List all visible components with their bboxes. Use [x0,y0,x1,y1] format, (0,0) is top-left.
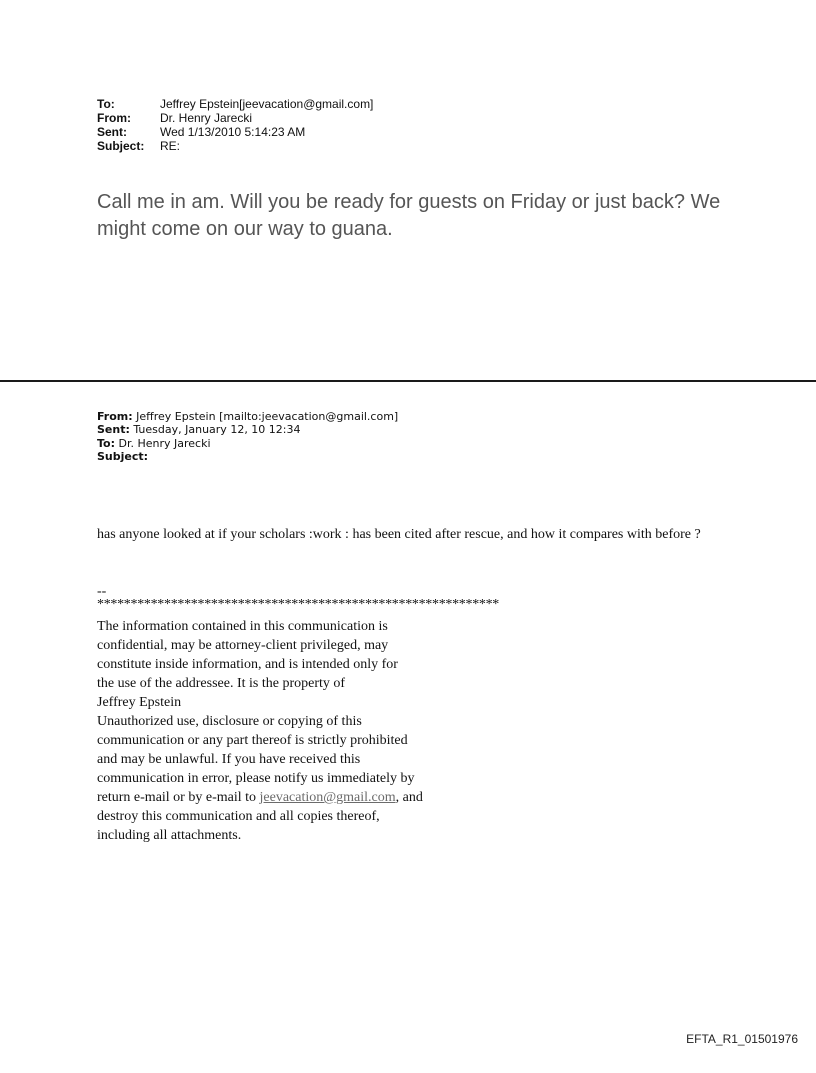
orig-from-label: From: [97,410,133,423]
sent-row [97,125,373,139]
return-suffix: , and [395,790,423,805]
original-body: has anyone looked at if your scholars :work : has been cited after rescue, and how it compares with before ? [97,527,701,542]
to-value: Jeffrey Epstein[jeevacation@gmail.com] [160,97,374,111]
from-row [97,111,373,125]
subject-value: RE: [160,139,181,153]
reply-header [97,97,373,153]
disclaimer [97,617,517,845]
signature-dash: -- [97,584,107,599]
orig-from-value: Jeffrey Epstein [mailto:jeevacation@gmail.com] [136,410,399,423]
disclaimer-line: The information contained in this communication is [97,619,388,634]
disclaimer-line: destroy this communication and all copies thereof, [97,809,380,824]
from-label: From: [97,111,131,125]
document-id: EFTA_R1_01501976 [686,1032,798,1046]
orig-subject-label: Subject: [97,450,149,464]
orig-to-row [97,437,398,450]
disclaimer-line: the use of the addressee. It is the property of [97,676,346,691]
email-link[interactable]: jeevacation@gmail.com [259,790,396,805]
to-row [97,97,373,111]
subject-label: Subject: [97,139,145,153]
sent-label: Sent: [97,125,127,139]
original-header [97,410,398,464]
reply-body: Call me in am. Will you be ready for guests on Friday or just back? We might come on our way to guana. [97,191,721,240]
from-value: Dr. Henry Jarecki [160,111,253,125]
orig-to-value: Dr. Henry Jarecki [118,436,211,450]
disclaimer-line: including all attachments. [97,828,242,843]
to-label: To: [97,97,115,111]
signature-stars: ************************************************************ [97,597,500,612]
sent-value: Wed 1/13/2010 5:14:23 AM [160,125,306,139]
orig-subject-row [97,450,398,463]
disclaimer-return-line [97,788,517,807]
disclaimer-line: communication in error, please notify us immediately by [97,771,415,786]
disclaimer-line: Jeffrey Epstein [97,695,182,710]
disclaimer-line: and may be unlawful. If you have received this [97,752,361,767]
disclaimer-line: communication or any part thereof is strictly prohibited [97,733,408,748]
orig-from-row [97,410,398,423]
orig-sent-row [97,423,398,436]
disclaimer-line: constitute inside information, and is intended only for [97,657,398,672]
orig-sent-label: Sent: [97,423,130,437]
disclaimer-line: confidential, may be attorney-client privileged, may [97,638,389,653]
subject-row [97,139,373,153]
orig-to-label: To: [97,436,115,450]
orig-sent-value: Tuesday, January 12, 10 12:34 [133,423,301,437]
return-prefix: return e-mail or by e-mail to [97,790,260,805]
disclaimer-line: Unauthorized use, disclosure or copying of this [97,714,362,729]
separator-line [0,380,816,382]
